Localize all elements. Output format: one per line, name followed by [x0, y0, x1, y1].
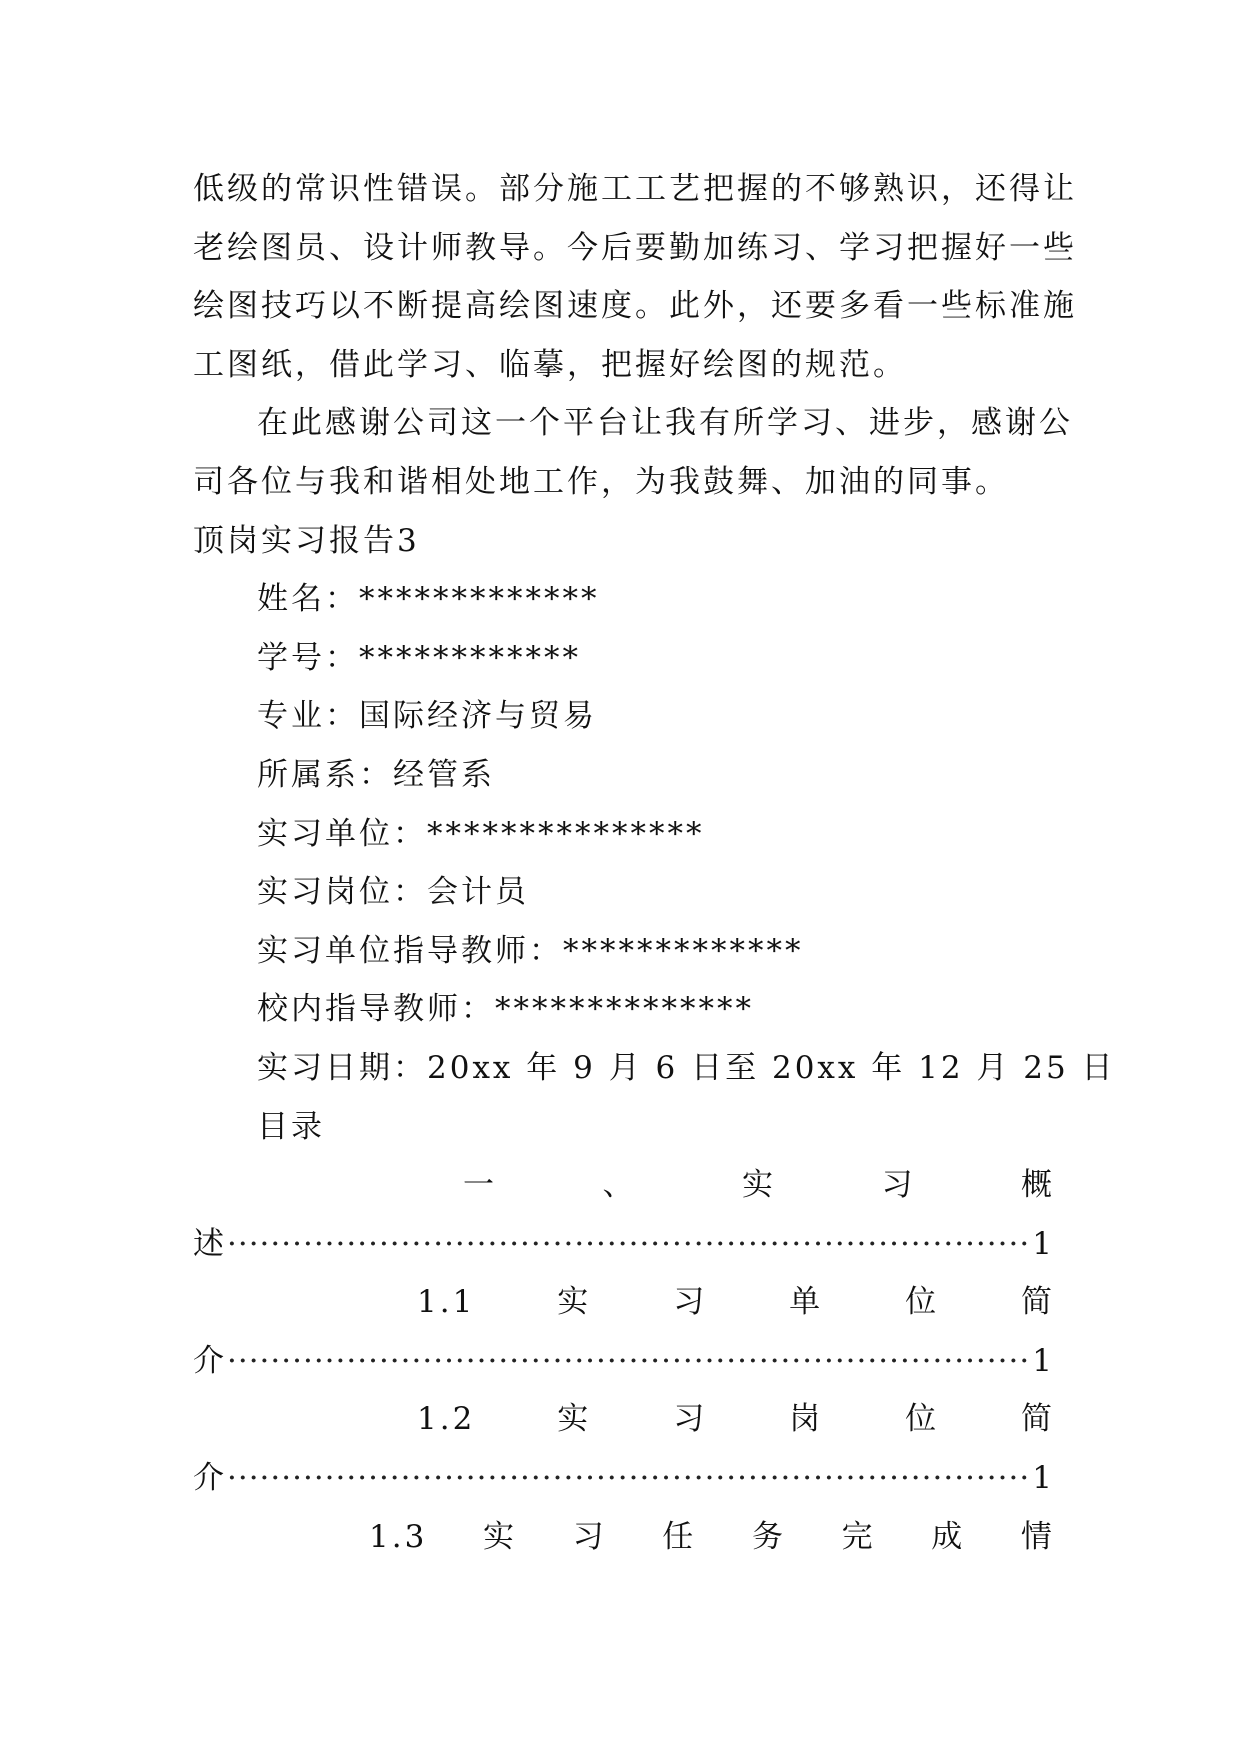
toc-char: 实	[557, 1401, 592, 1438]
toc-char: 简	[1021, 1401, 1055, 1438]
document-body	[193, 160, 1116, 1566]
paragraph-line: 在此感谢公司这一个平台让我有所学习、进步，感谢公	[257, 405, 1073, 442]
toc-entry-leader[interactable]	[193, 1332, 1055, 1391]
toc-char: 一	[463, 1167, 497, 1204]
toc-char: 习	[673, 1284, 708, 1321]
toc-char: 述	[193, 1225, 227, 1262]
info-school-advisor: 校内指导教师：**************	[257, 991, 754, 1028]
toc-char: 简	[1021, 1284, 1055, 1321]
toc-entry-title	[193, 1273, 1055, 1332]
toc-char: 实	[742, 1167, 776, 1204]
info-unit: 实习单位：***************	[257, 815, 705, 852]
toc-char: 1.3	[369, 1518, 428, 1555]
toc-page-number: 1	[1032, 1460, 1055, 1497]
toc-dot-leader	[227, 1332, 1032, 1391]
info-position: 实习岗位：会计员	[257, 874, 529, 911]
paragraph-line: 绘图技巧以不断提高绘图速度。此外，还要多看一些标准施	[193, 288, 1077, 325]
toc-char: 、	[602, 1167, 637, 1204]
toc-char: 1.1	[417, 1284, 476, 1321]
toc-entry-title	[193, 1156, 1055, 1215]
toc-char: 单	[789, 1284, 824, 1321]
toc-char: 介	[193, 1460, 227, 1497]
toc-entry-title	[193, 1390, 1055, 1449]
toc-char: 实	[482, 1518, 517, 1555]
info-dates: 实习日期：20xx 年 9 月 6 日至 20xx 年 12 月 25 日	[257, 1049, 1116, 1086]
toc-char: 习	[673, 1401, 708, 1438]
info-unit-advisor: 实习单位指导教师：*************	[257, 932, 804, 969]
toc-char: 位	[905, 1401, 940, 1438]
toc-char: 位	[905, 1284, 940, 1321]
toc-char: 完	[841, 1518, 876, 1555]
toc-heading: 目录	[257, 1108, 325, 1145]
info-student-id: 学号：************	[257, 639, 581, 676]
toc-char: 实	[557, 1284, 592, 1321]
toc-char: 任	[662, 1518, 697, 1555]
info-major: 专业：国际经济与贸易	[257, 698, 597, 735]
toc-dot-leader	[227, 1215, 1032, 1274]
info-department: 所属系：经管系	[257, 756, 495, 793]
toc-char: 务	[751, 1518, 786, 1555]
paragraph-line: 低级的常识性错误。部分施工工艺把握的不够熟识，还得让	[193, 171, 1077, 207]
paragraph-line: 老绘图员、设计师教导。今后要勤加练习、学习把握好一些	[193, 229, 1077, 266]
report-title: 顶岗实习报告3	[193, 522, 420, 559]
toc-char: 情	[1020, 1518, 1055, 1555]
toc-char: 岗	[789, 1401, 824, 1438]
paragraph-line: 司各位与我和谐相处地工作，为我鼓舞、加油的同事。	[193, 463, 1009, 500]
toc-char: 1.2	[417, 1401, 476, 1438]
toc-char: 概	[1021, 1167, 1055, 1204]
toc-char: 习	[881, 1167, 916, 1204]
toc-entry-title	[193, 1508, 1055, 1567]
toc-entry-leader[interactable]	[193, 1215, 1055, 1274]
toc-dot-leader	[227, 1449, 1032, 1508]
toc-char: 成	[931, 1518, 966, 1555]
toc-char: 习	[572, 1518, 607, 1555]
info-name: 姓名：*************	[257, 581, 600, 618]
toc-page-number: 1	[1032, 1342, 1055, 1379]
toc-page-number: 1	[1032, 1225, 1055, 1262]
toc-entry-leader[interactable]	[193, 1449, 1055, 1508]
toc-char: 介	[193, 1342, 227, 1379]
paragraph-line: 工图纸，借此学习、临摹，把握好绘图的规范。	[193, 346, 907, 383]
